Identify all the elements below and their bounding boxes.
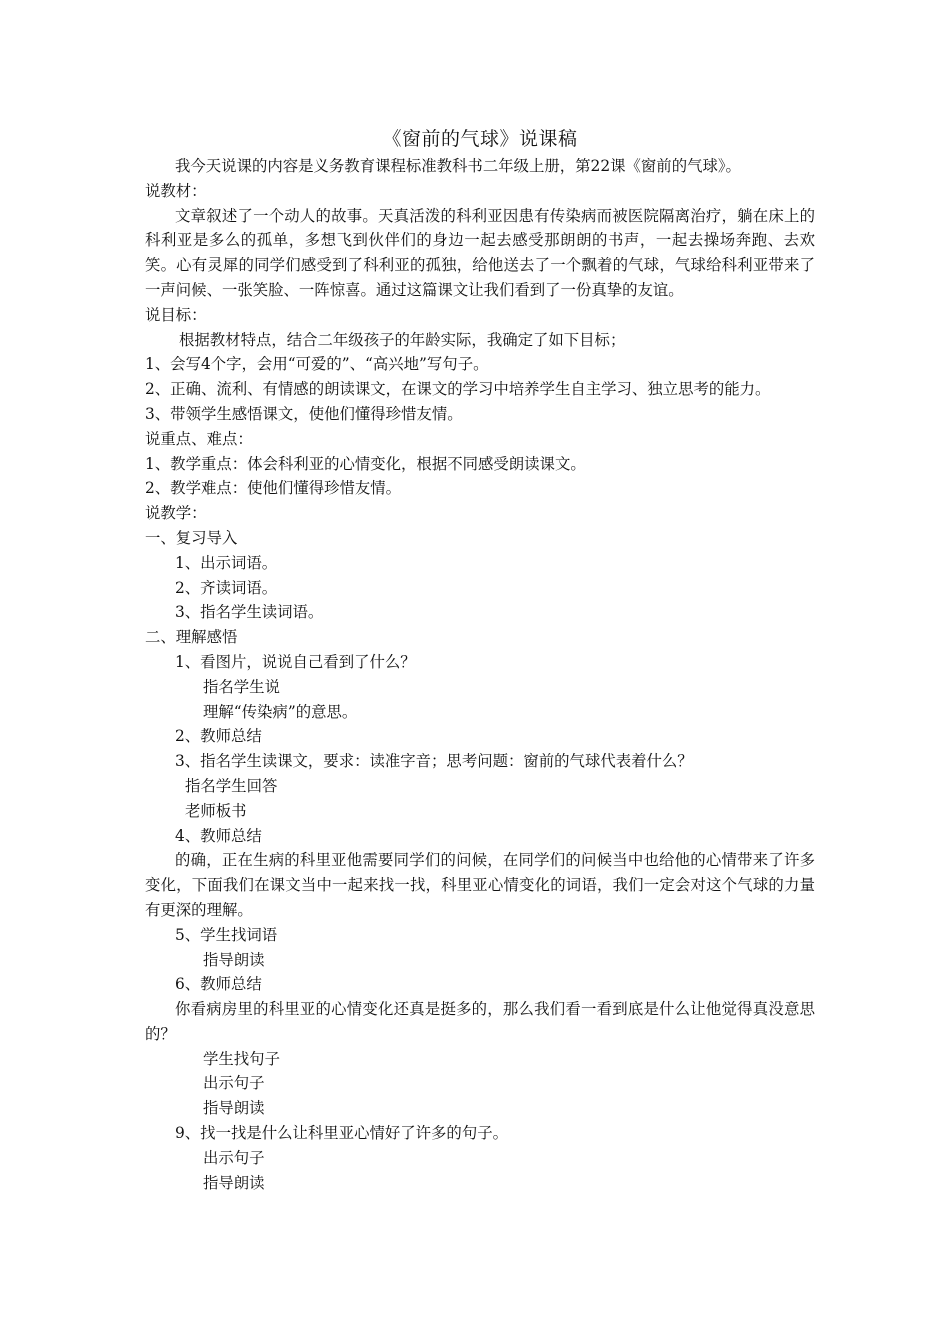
part2-substep: 学生找句子	[203, 1049, 280, 1068]
goal-item: 2、正确、流利、有情感的朗读课文，在课文的学习中培养学生自主学习、独立思考的能力。	[145, 380, 771, 399]
key-item: 1、教学重点：体会科利亚的心情变化，根据不同感受朗读课文。	[145, 454, 586, 473]
goal-item: 3、带领学生感悟课文，使他们懂得珍惜友情。	[145, 404, 463, 423]
part2-step: 3、指名学生读课文，要求：读准字音；思考问题：窗前的气球代表着什么？	[175, 752, 693, 771]
part2-substep: 出示句子	[203, 1148, 265, 1167]
document-page	[145, 124, 815, 1195]
part2-step: 9、找一找是什么让科里亚心情好了许多的句子。	[175, 1124, 508, 1143]
part2-step: 6、教师总结	[175, 975, 262, 994]
material-heading: 说教材：	[145, 181, 207, 200]
part2-substep: 指导朗读	[203, 1099, 265, 1118]
part2-step: 5、学生找词语	[175, 925, 278, 944]
part2-paragraph: 的确，正在生病的科里亚他需要同学们的问候，在同学们的问候当中也给他的心情带来了许多变化，下面我们在课文当中一起来找一找，科里亚心情变化的词语，我们一定会对这个气球的力量有更深的理解。	[145, 851, 815, 919]
part1-heading: 一、复习导入	[145, 528, 238, 547]
part2-substep: 老师板书	[185, 801, 247, 820]
part2-step: 4、教师总结	[175, 826, 262, 845]
part1-step: 1、出示词语。	[175, 553, 278, 572]
goals-heading: 说目标：	[145, 305, 207, 324]
part2-paragraph: 你看病房里的科里亚的心情变化还真是挺多的，那么我们看一看到底是什么让他觉得真没意思的？	[145, 1000, 815, 1043]
part2-substep: 出示句子	[203, 1074, 265, 1093]
teaching-heading: 说教学：	[145, 504, 207, 523]
part2-substep: 理解“传染病”的意思。	[203, 702, 358, 721]
part2-substep: 指名学生回答	[185, 776, 278, 795]
goal-item: 1、会写4个字，会用“可爱的”、“高兴地”写句子。	[145, 355, 489, 374]
material-paragraph: 文章叙述了一个动人的故事。天真活泼的科利亚因患有传染病而被医院隔离治疗，躺在床上的科利亚是多么的孤单，多想飞到伙伴们的身边一起去感受那朗朗的书声，一起去操场奔跑、去欢笑。心有灵犀的同学们感受到了科利亚的孤独，给他送去了一个飘着的气球，气球给科利亚带来了一声问候、一张笑脸、一阵惊喜。通过这篇课文让我们看到了一份真挚的友谊。	[145, 206, 815, 299]
key-item: 2、教学难点：使他们懂得珍惜友情。	[145, 479, 402, 498]
document-title: 《窗前的气球》说课稿	[382, 128, 578, 150]
part2-step: 2、教师总结	[175, 727, 262, 746]
goals-lead: 根据教材特点，结合二年级孩子的年龄实际，我确定了如下目标；	[179, 330, 626, 349]
part1-step: 2、齐读词语。	[175, 578, 278, 597]
part2-substep: 指导朗读	[203, 1173, 265, 1192]
intro-line: 我今天说课的内容是义务教育课程标准教科书二年级上册，第22课《窗前的气球》。	[175, 157, 741, 175]
part2-heading: 二、理解感悟	[145, 628, 238, 647]
keys-heading: 说重点、难点：	[145, 429, 253, 448]
part2-step: 1、看图片，说说自己看到了什么？	[175, 652, 416, 671]
part1-step: 3、指名学生读词语。	[175, 603, 324, 622]
part2-substep: 指导朗读	[203, 950, 265, 969]
part2-substep: 指名学生说	[203, 677, 280, 696]
